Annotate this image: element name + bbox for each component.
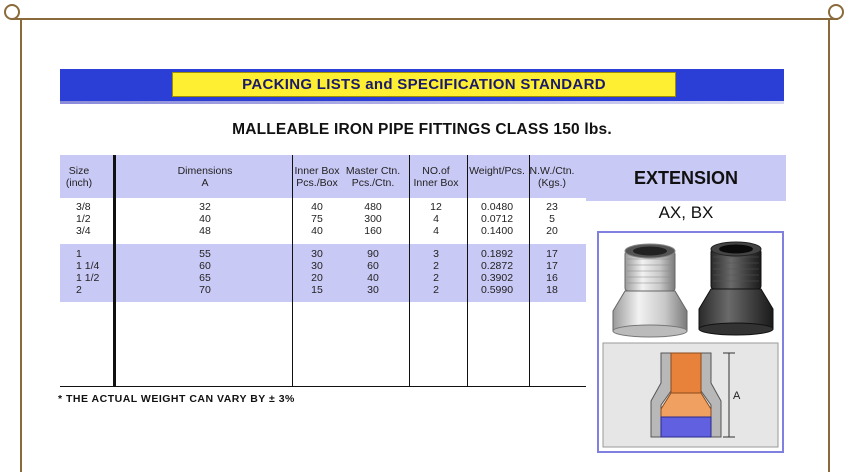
table-header-cell: Dimensions: [177, 165, 233, 177]
table-cell: 23: [546, 201, 558, 213]
table-cell: 75: [311, 213, 323, 225]
table-header-cell: N.W./Ctn.: [529, 165, 575, 177]
frame-right-line: [828, 20, 830, 472]
table-header-cell: A: [201, 177, 209, 189]
table-cell: 40: [311, 225, 323, 237]
table-cell: 1 1/2: [76, 272, 100, 284]
table-cell: 30: [311, 248, 323, 260]
cross-section-diagram: [603, 343, 778, 447]
table-cell: 15: [311, 284, 323, 296]
table-header-cell: Size: [68, 165, 90, 177]
table-header-cell: Weight/Pcs.: [469, 165, 525, 177]
table-header-cell: Inner Box: [294, 165, 340, 177]
frame-top-line: [12, 18, 838, 20]
galvanized-fitting-photo: [613, 244, 687, 337]
weight-note: * THE ACTUAL WEIGHT CAN VARY BY ± 3%: [58, 393, 295, 405]
table-cell: 0.0480: [480, 201, 514, 213]
dimension-a-label: A: [733, 390, 741, 402]
table-cell: 18: [546, 284, 558, 296]
table-header-cell: Pcs./Box: [296, 177, 338, 189]
table-header-cell: (inch): [65, 177, 93, 189]
table-cell: 20: [311, 272, 323, 284]
table-cell: 4: [433, 213, 439, 225]
table-cell: 60: [199, 260, 211, 272]
table-cell: 2: [433, 260, 439, 272]
banner-title: PACKING LISTS and SPECIFICATION STANDARD: [172, 72, 676, 97]
table-cell: 1/2: [76, 213, 91, 225]
table-cell: 160: [364, 225, 382, 237]
frame-hook-left-icon: [4, 4, 20, 20]
table-cell: 12: [430, 201, 442, 213]
table-cell: 1: [76, 248, 82, 260]
frame-hook-right-icon: [828, 4, 844, 20]
table-cell: 30: [367, 284, 379, 296]
table-cell: 3: [433, 248, 439, 260]
table-header-cell: Inner Box: [413, 177, 459, 189]
table-cell: 0.0712: [480, 213, 514, 225]
table-bottom-border: [60, 386, 586, 387]
table-cell: 40: [199, 213, 211, 225]
frame-left-line: [20, 20, 22, 472]
table-cell: 70: [199, 284, 211, 296]
extension-title: EXTENSION: [633, 168, 739, 188]
extension-subtitle: AX, BX: [658, 203, 714, 222]
table-cell: 0.5990: [480, 284, 514, 296]
table-cell: 90: [367, 248, 379, 260]
spec-title: MALLEABLE IRON PIPE FITTINGS CLASS 150 lbs.: [232, 121, 612, 138]
table-cell: 1 1/4: [76, 260, 100, 272]
table-cell: 5: [549, 213, 555, 225]
table-header-cell: Master Ctn.: [345, 165, 401, 177]
table-cell: 20: [546, 225, 558, 237]
table-cell: 40: [311, 201, 323, 213]
table-header-cell: (Kgs.): [537, 177, 566, 189]
table-cell: 40: [367, 272, 379, 284]
table-header-cell: NO.of: [422, 165, 450, 177]
table-header-cell: Pcs./Ctn.: [351, 177, 395, 189]
banner-shadow: [60, 101, 784, 104]
table-cell: 17: [546, 260, 558, 272]
table-cell: 32: [199, 201, 211, 213]
product-image-panel: [597, 231, 784, 453]
table-cell: 60: [367, 260, 379, 272]
table-cell: 300: [364, 213, 382, 225]
table-cell: 30: [311, 260, 323, 272]
table-cell: 0.1400: [480, 225, 514, 237]
table-cell: 48: [199, 225, 211, 237]
table-cell: 16: [546, 272, 558, 284]
table-cell: 4: [433, 225, 439, 237]
table-cell: 55: [199, 248, 211, 260]
table-cell: 17: [546, 248, 558, 260]
table-cell: 0.3902: [480, 272, 514, 284]
table-cell: 0.2872: [480, 260, 514, 272]
extension-fitting-illustration: [599, 233, 782, 451]
table-cell: 2: [76, 284, 82, 296]
table-cell: 2: [433, 284, 439, 296]
table-cell: 0.1892: [480, 248, 514, 260]
table-cell: 2: [433, 272, 439, 284]
table-cell: 3/4: [76, 225, 91, 237]
table-cell: 480: [364, 201, 382, 213]
black-fitting-photo: [699, 242, 773, 335]
table-cell: 65: [199, 272, 211, 284]
table-cell: 3/8: [76, 201, 91, 213]
